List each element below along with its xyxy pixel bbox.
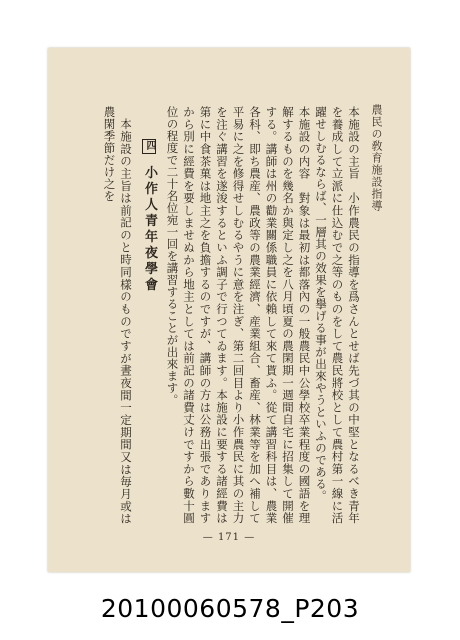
page-number: — 171 — [202, 532, 256, 543]
paragraph-1: 本施設の主旨 小作農民の指導を爲さんとせば先づ其の中堅となるべき青年を養成して立派に仕込むで之等のものをして農民將校として農村第一線に活躍せしむるならば、一層其の效果を擧げる事が出來やうといふのである。 [314, 106, 361, 524]
document-page [48, 48, 410, 572]
body-text [76, 106, 362, 524]
section-heading [138, 106, 160, 524]
section-title: 小作人青年夜學會 [142, 165, 157, 294]
image-caption: 20100060578_P203 [100, 594, 360, 623]
running-head: 農民の敎育施設指導 [370, 104, 383, 212]
section-number-mark: 四 [144, 139, 155, 153]
paragraph-3: 本施設の主旨は前記のと時同樣のものですが晝夜間一定期間又は毎月或は農閑季節だけ之を [102, 106, 133, 524]
paragraph-2: 本施設の内容 對象は最初は都落內の一般農民中公學校卒業程度の國語を理解するものを幾名か與定し之を八月頃夏の農閑期一週間自宅に招集して開催する。講師は州の勸業關係職員に依賴して來て貰ふ。從て講習科目は、農業各科、即ち農産、農政等の農業經濟、産業組合、畜産、林業等を加へ補して平易に之を修得せしむるやうに意を注ぎ、第二回目より小作農民に其の主力を注ぐ講習を遂浚するといふ調子で行つてゐます。本施設に要する諸經費は第に中食茶菓は地主之を負擔するのですが、講師の方は公務出張でありますから別に經費を要しませぬから地主としては前記の諸費丈けですから數十圓位の程度で二十名位宛一回を講習することが出來ます。 [165, 106, 312, 524]
